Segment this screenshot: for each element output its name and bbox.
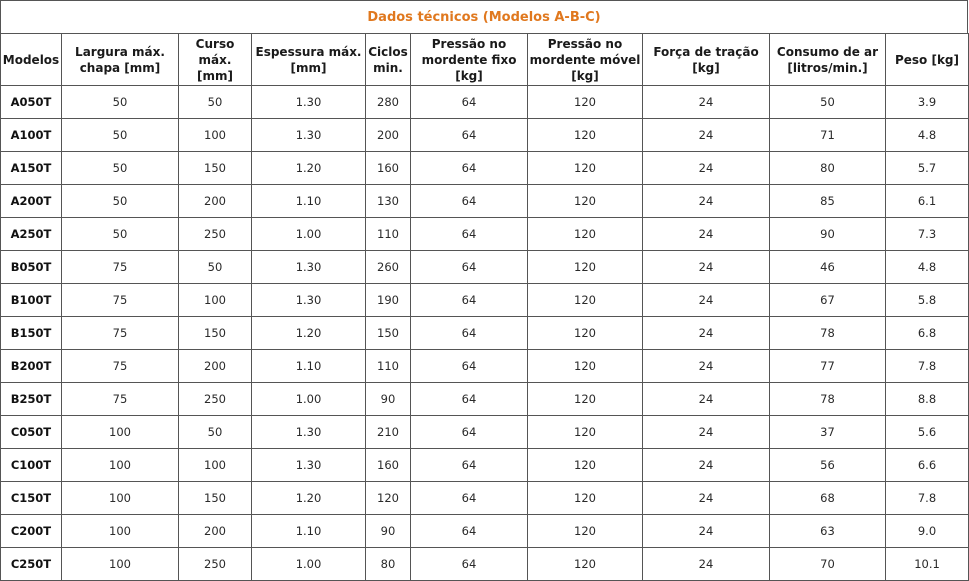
model-cell: A050T <box>1 86 62 119</box>
consumo-ar-cell: 77 <box>770 350 886 383</box>
peso-cell: 10.1 <box>886 548 969 581</box>
model-cell: B250T <box>1 383 62 416</box>
pressao-fixo-cell: 64 <box>411 119 528 152</box>
curso-cell: 200 <box>179 515 252 548</box>
model-cell: C150T <box>1 482 62 515</box>
pressao-fixo-cell: 64 <box>411 86 528 119</box>
curso-cell: 50 <box>179 416 252 449</box>
forca-tracao-cell: 24 <box>643 449 770 482</box>
espessura-cell: 1.30 <box>252 86 366 119</box>
consumo-ar-cell: 63 <box>770 515 886 548</box>
consumo-ar-cell: 68 <box>770 482 886 515</box>
largura-cell: 50 <box>62 119 179 152</box>
header-text-line: Peso [kg] <box>894 52 960 67</box>
header-peso <box>886 34 969 86</box>
table-row <box>1 449 969 482</box>
pressao-fixo-cell: 64 <box>411 416 528 449</box>
largura-cell: 50 <box>62 152 179 185</box>
ciclos-cell: 160 <box>366 152 411 185</box>
model-cell: A200T <box>1 185 62 218</box>
pressao-fixo-cell: 64 <box>411 218 528 251</box>
table-row <box>1 515 969 548</box>
largura-cell: 100 <box>62 515 179 548</box>
curso-cell: 100 <box>179 119 252 152</box>
largura-cell: 75 <box>62 284 179 317</box>
consumo-ar-cell: 78 <box>770 317 886 350</box>
pressao-fixo-cell: 64 <box>411 548 528 581</box>
table-row <box>1 251 969 284</box>
forca-tracao-cell: 24 <box>643 416 770 449</box>
curso-cell: 200 <box>179 185 252 218</box>
espessura-cell: 1.00 <box>252 383 366 416</box>
peso-cell: 5.8 <box>886 284 969 317</box>
peso-cell: 5.6 <box>886 416 969 449</box>
model-cell: C100T <box>1 449 62 482</box>
largura-cell: 50 <box>62 218 179 251</box>
curso-cell: 250 <box>179 383 252 416</box>
header-pressao-movel <box>528 34 643 86</box>
largura-cell: 75 <box>62 383 179 416</box>
largura-cell: 75 <box>62 350 179 383</box>
ciclos-cell: 90 <box>366 383 411 416</box>
pressao-movel-cell: 120 <box>528 482 643 515</box>
largura-cell: 100 <box>62 482 179 515</box>
pressao-movel-cell: 120 <box>528 416 643 449</box>
espessura-cell: 1.00 <box>252 218 366 251</box>
header-text-line: mordente fixo <box>421 52 517 67</box>
header-consumo-ar <box>770 34 886 86</box>
pressao-movel-cell: 120 <box>528 383 643 416</box>
espessura-cell: 1.30 <box>252 284 366 317</box>
espessura-cell: 1.20 <box>252 317 366 350</box>
header-text-line: [mm] <box>290 60 327 75</box>
header-text-line: Consumo de ar <box>776 44 879 59</box>
header-text-line: chapa [mm] <box>79 60 161 75</box>
peso-cell: 3.9 <box>886 86 969 119</box>
ciclos-cell: 110 <box>366 218 411 251</box>
ciclos-cell: 280 <box>366 86 411 119</box>
peso-cell: 6.6 <box>886 449 969 482</box>
table-row <box>1 218 969 251</box>
largura-cell: 50 <box>62 86 179 119</box>
table-row <box>1 317 969 350</box>
ciclos-cell: 160 <box>366 449 411 482</box>
consumo-ar-cell: 56 <box>770 449 886 482</box>
curso-cell: 250 <box>179 218 252 251</box>
consumo-ar-cell: 70 <box>770 548 886 581</box>
curso-cell: 200 <box>179 350 252 383</box>
pressao-movel-cell: 120 <box>528 86 643 119</box>
table-row <box>1 350 969 383</box>
espessura-cell: 1.20 <box>252 152 366 185</box>
model-cell: B100T <box>1 284 62 317</box>
largura-cell: 75 <box>62 317 179 350</box>
ciclos-cell: 130 <box>366 185 411 218</box>
model-cell: A100T <box>1 119 62 152</box>
pressao-fixo-cell: 64 <box>411 317 528 350</box>
espessura-cell: 1.20 <box>252 482 366 515</box>
model-cell: B150T <box>1 317 62 350</box>
peso-cell: 4.8 <box>886 251 969 284</box>
forca-tracao-cell: 24 <box>643 119 770 152</box>
pressao-fixo-cell: 64 <box>411 449 528 482</box>
peso-cell: 7.3 <box>886 218 969 251</box>
curso-cell: 100 <box>179 449 252 482</box>
header-row <box>1 34 969 86</box>
peso-cell: 5.7 <box>886 152 969 185</box>
pressao-fixo-cell: 64 <box>411 515 528 548</box>
header-modelos <box>1 34 62 86</box>
pressao-fixo-cell: 64 <box>411 152 528 185</box>
header-text-line: máx. [mm] <box>197 52 233 83</box>
forca-tracao-cell: 24 <box>643 86 770 119</box>
table-row <box>1 86 969 119</box>
forca-tracao-cell: 24 <box>643 185 770 218</box>
header-curso <box>179 34 252 86</box>
espessura-cell: 1.10 <box>252 350 366 383</box>
header-pressao-fixo <box>411 34 528 86</box>
curso-cell: 150 <box>179 317 252 350</box>
header-text-line: Espessura máx. <box>255 44 362 59</box>
consumo-ar-cell: 78 <box>770 383 886 416</box>
peso-cell: 9.0 <box>886 515 969 548</box>
forca-tracao-cell: 24 <box>643 218 770 251</box>
header-text-line: min. <box>373 60 403 75</box>
header-text-line: Curso <box>195 36 235 51</box>
pressao-movel-cell: 120 <box>528 218 643 251</box>
table-header <box>1 34 969 86</box>
table-row <box>1 482 969 515</box>
largura-cell: 75 <box>62 251 179 284</box>
ciclos-cell: 150 <box>366 317 411 350</box>
consumo-ar-cell: 50 <box>770 86 886 119</box>
curso-cell: 50 <box>179 86 252 119</box>
pressao-movel-cell: 120 <box>528 548 643 581</box>
model-cell: C050T <box>1 416 62 449</box>
pressao-fixo-cell: 64 <box>411 383 528 416</box>
header-espessura <box>252 34 366 86</box>
header-text-line: mordente móvel <box>529 52 641 67</box>
pressao-movel-cell: 120 <box>528 317 643 350</box>
model-cell: C200T <box>1 515 62 548</box>
ciclos-cell: 80 <box>366 548 411 581</box>
ciclos-cell: 210 <box>366 416 411 449</box>
peso-cell: 6.8 <box>886 317 969 350</box>
espessura-cell: 1.30 <box>252 416 366 449</box>
largura-cell: 100 <box>62 416 179 449</box>
header-text-line: Ciclos <box>368 44 408 59</box>
table-row <box>1 548 969 581</box>
espessura-cell: 1.10 <box>252 185 366 218</box>
table-row <box>1 284 969 317</box>
header-ciclos <box>366 34 411 86</box>
table-title: Dados técnicos (Modelos A-B-C) <box>0 0 968 33</box>
forca-tracao-cell: 24 <box>643 317 770 350</box>
curso-cell: 50 <box>179 251 252 284</box>
forca-tracao-cell: 24 <box>643 152 770 185</box>
curso-cell: 150 <box>179 482 252 515</box>
ciclos-cell: 200 <box>366 119 411 152</box>
espessura-cell: 1.10 <box>252 515 366 548</box>
pressao-fixo-cell: 64 <box>411 482 528 515</box>
curso-cell: 100 <box>179 284 252 317</box>
largura-cell: 100 <box>62 449 179 482</box>
curso-cell: 250 <box>179 548 252 581</box>
table-row <box>1 416 969 449</box>
header-text-line: [kg] <box>455 68 483 83</box>
consumo-ar-cell: 46 <box>770 251 886 284</box>
pressao-movel-cell: 120 <box>528 284 643 317</box>
pressao-fixo-cell: 64 <box>411 251 528 284</box>
consumo-ar-cell: 71 <box>770 119 886 152</box>
ciclos-cell: 260 <box>366 251 411 284</box>
forca-tracao-cell: 24 <box>643 515 770 548</box>
largura-cell: 50 <box>62 185 179 218</box>
model-cell: B050T <box>1 251 62 284</box>
peso-cell: 4.8 <box>886 119 969 152</box>
espessura-cell: 1.00 <box>252 548 366 581</box>
forca-tracao-cell: 24 <box>643 383 770 416</box>
consumo-ar-cell: 85 <box>770 185 886 218</box>
pressao-fixo-cell: 64 <box>411 185 528 218</box>
table-row <box>1 152 969 185</box>
technical-data-table <box>0 33 969 581</box>
table-row <box>1 119 969 152</box>
curso-cell: 150 <box>179 152 252 185</box>
consumo-ar-cell: 90 <box>770 218 886 251</box>
peso-cell: 7.8 <box>886 350 969 383</box>
consumo-ar-cell: 80 <box>770 152 886 185</box>
header-text-line: Força de tração <box>653 44 759 59</box>
pressao-fixo-cell: 64 <box>411 284 528 317</box>
table-body <box>1 86 969 581</box>
forca-tracao-cell: 24 <box>643 548 770 581</box>
espessura-cell: 1.30 <box>252 119 366 152</box>
model-cell: C250T <box>1 548 62 581</box>
header-text-line: Pressão no <box>431 36 507 51</box>
header-forca-tracao <box>643 34 770 86</box>
forca-tracao-cell: 24 <box>643 482 770 515</box>
table-row <box>1 185 969 218</box>
header-text-line: Pressão no <box>547 36 623 51</box>
peso-cell: 8.8 <box>886 383 969 416</box>
header-text-line: [kg] <box>692 60 720 75</box>
model-cell: A150T <box>1 152 62 185</box>
pressao-movel-cell: 120 <box>528 350 643 383</box>
header-largura <box>62 34 179 86</box>
largura-cell: 100 <box>62 548 179 581</box>
consumo-ar-cell: 37 <box>770 416 886 449</box>
pressao-movel-cell: 120 <box>528 251 643 284</box>
model-cell: A250T <box>1 218 62 251</box>
pressao-movel-cell: 120 <box>528 449 643 482</box>
ciclos-cell: 190 <box>366 284 411 317</box>
ciclos-cell: 90 <box>366 515 411 548</box>
table-row <box>1 383 969 416</box>
ciclos-cell: 120 <box>366 482 411 515</box>
forca-tracao-cell: 24 <box>643 284 770 317</box>
consumo-ar-cell: 67 <box>770 284 886 317</box>
header-text-line: [kg] <box>571 68 599 83</box>
pressao-movel-cell: 120 <box>528 119 643 152</box>
model-cell: B200T <box>1 350 62 383</box>
pressao-movel-cell: 120 <box>528 515 643 548</box>
ciclos-cell: 110 <box>366 350 411 383</box>
espessura-cell: 1.30 <box>252 449 366 482</box>
header-text-line: Largura máx. <box>75 44 165 59</box>
forca-tracao-cell: 24 <box>643 251 770 284</box>
header-text-line: Modelos <box>2 52 60 67</box>
espessura-cell: 1.30 <box>252 251 366 284</box>
pressao-movel-cell: 120 <box>528 152 643 185</box>
peso-cell: 7.8 <box>886 482 969 515</box>
pressao-movel-cell: 120 <box>528 185 643 218</box>
forca-tracao-cell: 24 <box>643 350 770 383</box>
header-text-line: [litros/min.] <box>787 60 868 75</box>
pressao-fixo-cell: 64 <box>411 350 528 383</box>
peso-cell: 6.1 <box>886 185 969 218</box>
